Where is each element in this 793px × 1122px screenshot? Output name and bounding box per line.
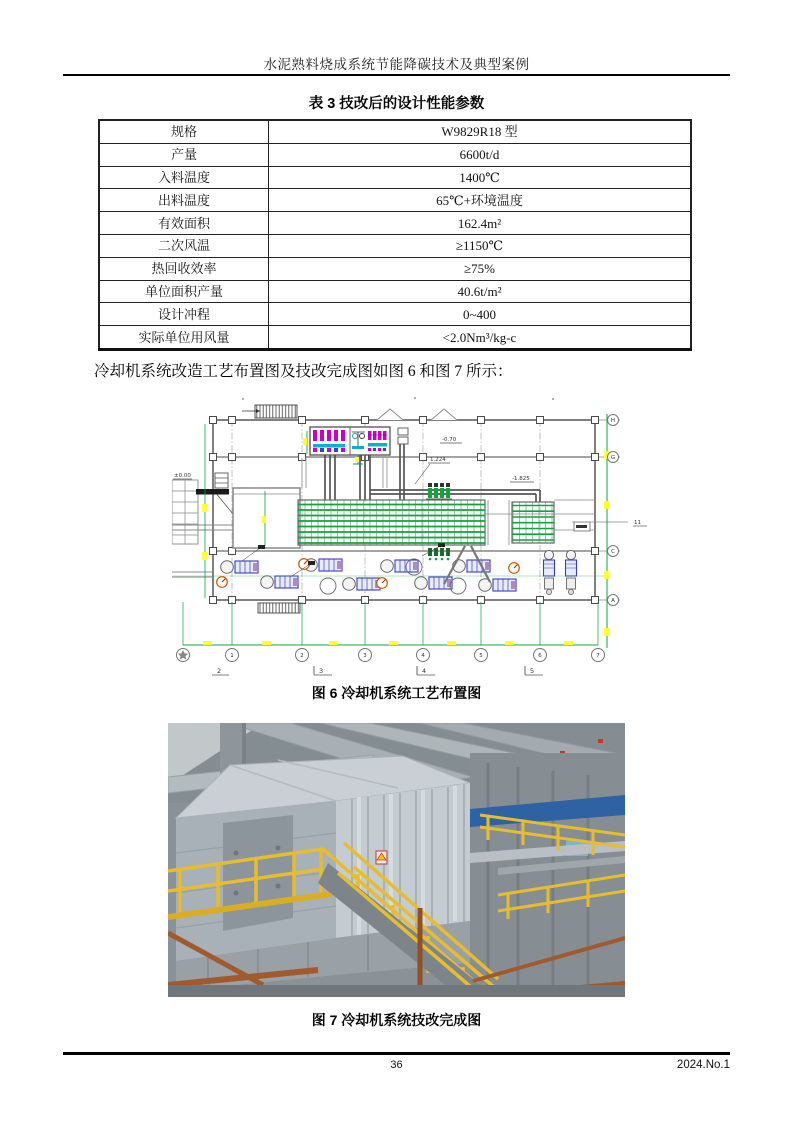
row-value: ≥1150℃ xyxy=(269,234,692,257)
body-paragraph: 冷却机系统改造工艺布置图及技改完成图如图 6 和图 7 所示： xyxy=(94,363,513,380)
table-row xyxy=(99,212,691,235)
row-value: W9829R18 型 xyxy=(269,120,692,143)
section-3: 3 xyxy=(319,667,324,675)
axis-3: 3 xyxy=(363,653,367,659)
row-value: 1400℃ xyxy=(269,166,692,189)
table-title: 表 3 技改后的设计性能参数 xyxy=(308,96,485,112)
figure6-layout-drawing xyxy=(172,396,716,678)
col-axis-bubbles xyxy=(177,649,605,662)
mark-11: 11 xyxy=(634,520,641,526)
table-row xyxy=(99,326,691,350)
row-label: 有效面积 xyxy=(99,212,269,235)
table-row xyxy=(99,143,691,166)
row-value: <2.0Nm³/kg-c xyxy=(269,326,692,350)
page-header-title: 水泥熟料烧成系统节能降碳技术及典型案例 xyxy=(263,57,530,72)
row-value: 65℃+环境温度 xyxy=(269,189,692,212)
section-labels xyxy=(212,666,543,675)
row-label: 单位面积产量 xyxy=(99,280,269,303)
page-number: 36 xyxy=(390,1059,403,1071)
axis-4: 4 xyxy=(421,653,425,659)
row-value: 0~400 xyxy=(269,303,692,326)
elevation-neg1825: -1.825 xyxy=(512,476,530,482)
row-value: 6600t/d xyxy=(269,143,692,166)
axis-g: G xyxy=(610,455,616,461)
table-row xyxy=(99,234,691,257)
section-2: 2 xyxy=(217,667,222,675)
section-5: 5 xyxy=(530,667,535,675)
table-row xyxy=(99,120,691,143)
figure7-photo xyxy=(168,723,625,997)
elevation-zero: ±0.00 xyxy=(174,473,191,479)
row-label: 入料温度 xyxy=(99,166,269,189)
floor-shadow xyxy=(168,985,625,997)
row-value: 162.4m² xyxy=(269,212,692,235)
elevation-neg070: -0.70 xyxy=(442,437,457,443)
table-row xyxy=(99,303,691,326)
spec-table xyxy=(98,119,692,351)
table-row xyxy=(99,166,691,189)
row-axis-bubbles xyxy=(608,415,619,606)
axis-c: C xyxy=(611,549,615,555)
dim-1224: 1.224 xyxy=(430,457,446,463)
row-label: 产量 xyxy=(99,143,269,166)
table-row xyxy=(99,189,691,212)
header-rule xyxy=(63,74,730,76)
axis-2: 2 xyxy=(300,653,304,659)
bottom-louver xyxy=(258,603,300,613)
warning-sign xyxy=(376,851,387,864)
axis-5: 5 xyxy=(479,653,483,659)
figure6-caption: 图 6 冷却机系统工艺布置图 xyxy=(311,685,482,701)
row-value: ≥75% xyxy=(269,257,692,280)
footer-rule xyxy=(63,1052,730,1055)
cooler-photo-illustration xyxy=(168,723,625,997)
axis-7: 7 xyxy=(596,653,600,659)
axis-a: A xyxy=(611,598,615,604)
row-label: 热回收效率 xyxy=(99,257,269,280)
issue-number: 2024.No.1 xyxy=(676,1059,730,1071)
row-label: 出料温度 xyxy=(99,189,269,212)
kiln-head-box xyxy=(233,488,300,548)
axis-1: 1 xyxy=(230,653,234,659)
section-4: 4 xyxy=(422,667,427,675)
roof-peaks xyxy=(377,409,457,420)
top-louver xyxy=(242,405,297,418)
row-label: 规格 xyxy=(99,120,269,143)
row-label: 二次风温 xyxy=(99,234,269,257)
row-label: 设计冲程 xyxy=(99,303,269,326)
process-layout-drawing xyxy=(172,396,716,678)
row-label: 实际单位用风量 xyxy=(99,326,269,350)
table-row xyxy=(99,280,691,303)
axis-6: 6 xyxy=(538,653,542,659)
row-value: 40.6t/m² xyxy=(269,280,692,303)
cooler-grate-bed xyxy=(298,500,554,545)
figure7-caption: 图 7 冷却机系统技改完成图 xyxy=(311,1012,482,1028)
axis-h: H xyxy=(610,418,616,424)
table-row xyxy=(99,257,691,280)
